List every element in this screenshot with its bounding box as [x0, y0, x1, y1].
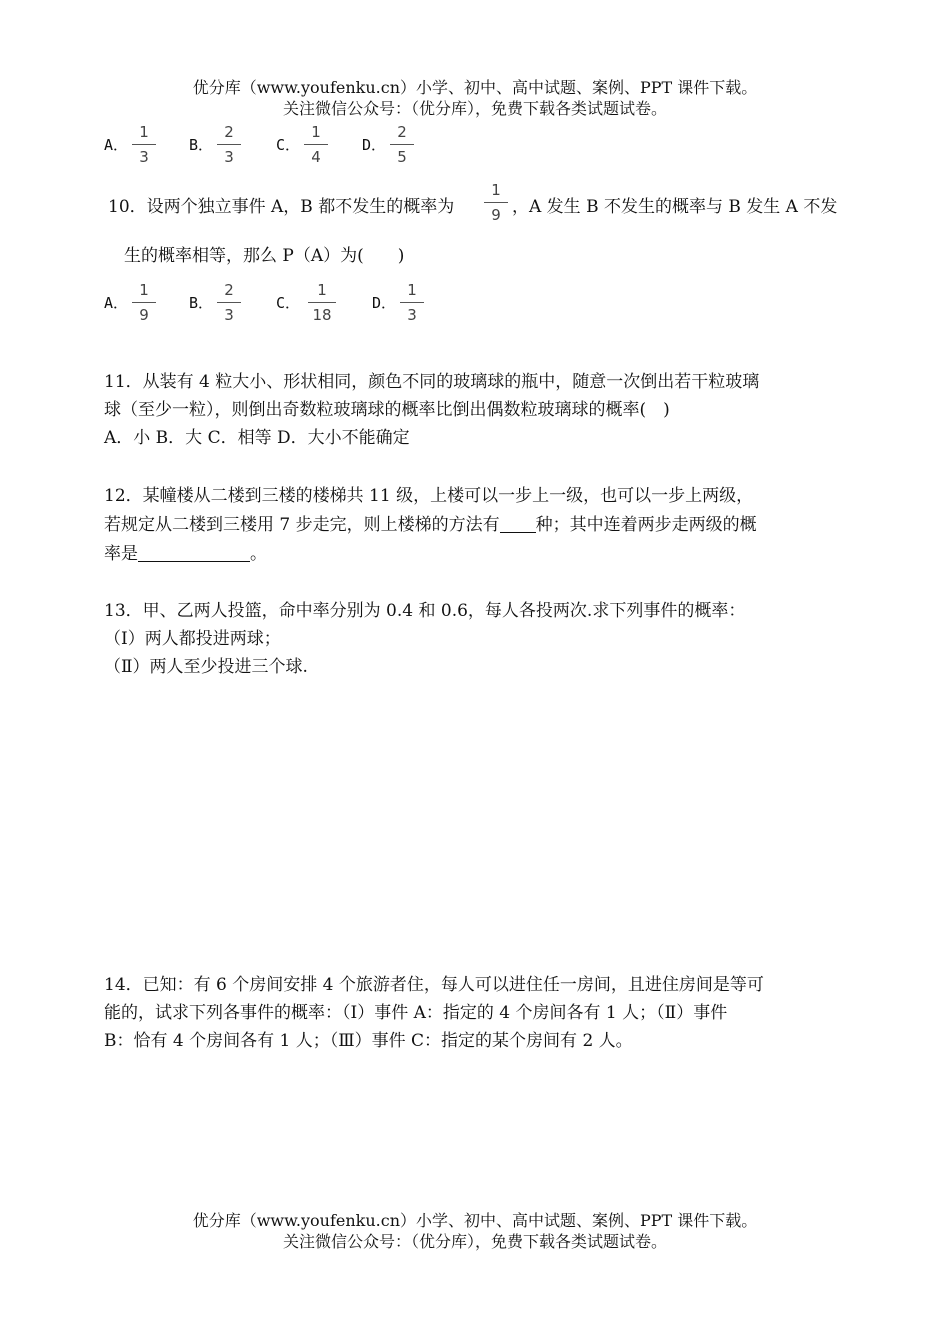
q11-options: A．小 B．大 C．相等 D．大小不能确定	[104, 428, 410, 448]
q9-options	[104, 122, 504, 170]
option-label: B．	[189, 136, 214, 154]
fraction: 1 9	[132, 280, 156, 325]
q12-line-3-text-a: 率是	[104, 544, 138, 564]
q12-line-3	[104, 541, 267, 567]
q12-answer-blank-2[interactable]	[138, 543, 250, 562]
q10-stem-line-1	[108, 180, 853, 230]
q12-line-2	[104, 512, 757, 538]
q10-text-b: ，A 发生 B 不发生的概率与 B 发生 A 不发	[512, 197, 838, 217]
q11-line-1: 11．从装有 4 粒大小、形状相同，颜色不同的玻璃球的瓶中，随意一次倒出若干粒玻璃	[104, 372, 760, 392]
fraction: 2 3	[217, 280, 241, 325]
footer-line-1: 优分库（www.youfenku.cn）小学、初中、高中试题、案例、PPT 课件下载。	[192, 1211, 758, 1230]
option-label: A．	[104, 136, 129, 154]
q11-line-2: 球（至少一粒），则倒出奇数粒玻璃球的概率比倒出偶数粒玻璃球的概率( )	[104, 400, 670, 420]
fraction: 1 3	[400, 280, 424, 325]
fraction: 1 4	[304, 122, 328, 167]
header-line-2: 关注微信公众号：（优分库），免费下载各类试题试卷。	[282, 99, 667, 118]
q14-line-2: 能的，试求下列各事件的概率：（Ⅰ）事件 A：指定的 4 个房间各有 1 人；（Ⅱ）事件	[104, 1003, 728, 1023]
q10-fraction: 1 9	[484, 180, 508, 225]
option-label: B．	[189, 294, 214, 312]
q14-line-1: 14．已知：有 6 个房间安排 4 个旅游者住，每人可以进住任一房间，且进住房间是等可	[104, 975, 764, 995]
fraction: 1 3	[132, 122, 156, 167]
q13-part-1: （Ⅰ）两人都投进两球；	[104, 629, 281, 649]
option-label: A．	[104, 294, 129, 312]
fraction: 1 18	[308, 280, 336, 325]
q10-options	[104, 280, 524, 328]
q14-line-3: B：恰有 4 个房间各有 1 人；（Ⅲ）事件 C：指定的某个房间有 2 人。	[104, 1031, 633, 1051]
q12-line-2-text-a: 若规定从二楼到三楼用 7 步走完，则上楼梯的方法有	[104, 515, 500, 535]
option-label: C．	[276, 136, 301, 154]
option-label: C．	[276, 294, 301, 312]
option-label: D．	[362, 136, 387, 154]
fraction: 2 5	[390, 122, 414, 167]
q12-line-1: 12．某幢楼从二楼到三楼的楼梯共 11 级，上楼可以一步上一级，也可以一步上两级，	[104, 486, 754, 506]
q12-line-3-text-b: 。	[250, 544, 267, 564]
footer-line-2: 关注微信公众号：（优分库），免费下载各类试题试卷。	[282, 1232, 667, 1251]
q13-line-1: 13．甲、乙两人投篮，命中率分别为 0.4 和 0.6，每人各投两次.求下列事件的概率：	[104, 601, 746, 621]
q12-line-2-text-b: 种；其中连着两步走两级的概	[535, 515, 757, 535]
header-line-1: 优分库（www.youfenku.cn）小学、初中、高中试题、案例、PPT 课件下载。	[192, 78, 758, 97]
q10-stem-line-2: 生的概率相等，那么 P（A）为( )	[124, 246, 405, 266]
q10-text-a: 10．设两个独立事件 A，B 都不发生的概率为	[108, 197, 455, 217]
q12-answer-blank-1[interactable]	[500, 514, 536, 533]
q13-part-2: （Ⅱ）两人至少投进三个球.	[104, 657, 308, 677]
fraction: 2 3	[217, 122, 241, 167]
option-label: D．	[372, 294, 397, 312]
